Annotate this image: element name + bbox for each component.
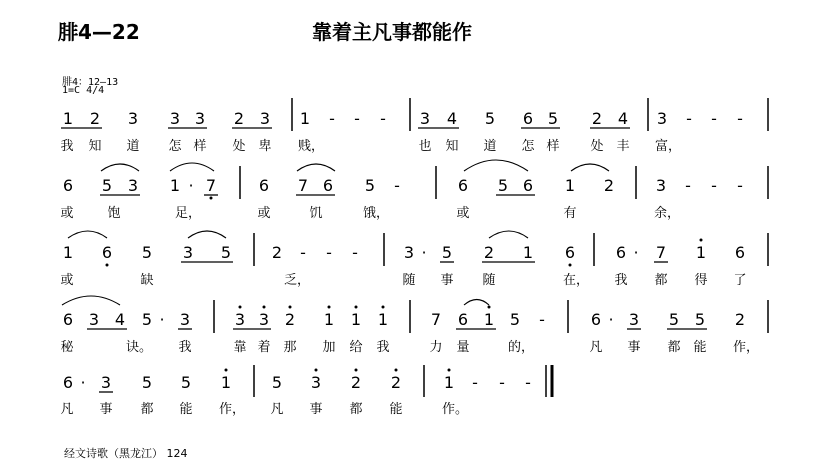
line-5-notes bbox=[63, 373, 531, 392]
lyric: 或 bbox=[60, 273, 74, 288]
note: 3 bbox=[656, 109, 668, 128]
note: 2 bbox=[284, 310, 296, 329]
lyric: 或 bbox=[456, 206, 470, 221]
lyric: 了 bbox=[733, 273, 747, 288]
lyric: 凡 bbox=[270, 402, 284, 417]
note: 6 bbox=[101, 243, 113, 262]
lyric: 随 bbox=[402, 273, 416, 288]
note: 1 bbox=[564, 176, 576, 195]
lyric: 能 bbox=[179, 402, 193, 417]
lyric: 处 bbox=[590, 139, 604, 154]
note: 2 bbox=[233, 109, 245, 128]
line-2-ties bbox=[101, 160, 609, 171]
note: 2 bbox=[271, 243, 283, 262]
note: 5 bbox=[497, 176, 509, 195]
note: 7 bbox=[430, 310, 442, 329]
lyric: 我 bbox=[614, 273, 628, 288]
lyric: 得 bbox=[694, 273, 708, 288]
lyric: 作， bbox=[733, 340, 760, 355]
note: 1 bbox=[377, 310, 389, 329]
note: - bbox=[539, 310, 545, 329]
note: 5 bbox=[547, 109, 559, 128]
note: 4 bbox=[446, 109, 458, 128]
lyric: 道 bbox=[126, 139, 140, 154]
lyric: 在， bbox=[563, 273, 590, 288]
note: 3 bbox=[169, 109, 181, 128]
lyric: 有 bbox=[563, 206, 577, 221]
note: 5 bbox=[141, 310, 153, 329]
note: 6 bbox=[62, 176, 74, 195]
line-3-lyrics bbox=[60, 272, 746, 288]
note: 2 bbox=[390, 373, 402, 392]
lyric: 缺 bbox=[140, 273, 154, 288]
note: 6 bbox=[322, 176, 334, 195]
lyric: 秘 bbox=[60, 340, 74, 355]
note: 3 bbox=[127, 176, 139, 195]
note: 3 bbox=[419, 109, 431, 128]
hymn-code: 腓4—22 bbox=[58, 20, 140, 44]
note: 5 bbox=[271, 373, 283, 392]
note: 2 bbox=[603, 176, 615, 195]
line-1-lyrics bbox=[60, 138, 681, 154]
note: 2 bbox=[591, 109, 603, 128]
note: 1 bbox=[695, 243, 707, 262]
note: - bbox=[737, 109, 743, 128]
line-5-octave-dots bbox=[225, 369, 451, 372]
lyric: 的， bbox=[508, 340, 535, 355]
lyric: 怎 bbox=[168, 139, 182, 154]
note: · bbox=[633, 243, 639, 262]
lyric: 诀。 bbox=[126, 340, 153, 355]
lyric: 卑 bbox=[258, 139, 272, 154]
note: 5 bbox=[220, 243, 232, 262]
lyric: 处 bbox=[232, 139, 246, 154]
lyric: 都 bbox=[654, 273, 668, 288]
note: 4 bbox=[114, 310, 126, 329]
line-5-lyrics bbox=[60, 401, 468, 417]
note: 5 bbox=[180, 373, 192, 392]
note: 3 bbox=[127, 109, 139, 128]
note: 3 bbox=[234, 310, 246, 329]
lyric: 也 bbox=[418, 139, 432, 154]
note: 7 bbox=[655, 243, 667, 262]
note: 6 bbox=[457, 176, 469, 195]
scripture-reference: 腓4：12—13 bbox=[62, 77, 119, 88]
lyric: 或 bbox=[257, 206, 271, 221]
note: 1 bbox=[62, 109, 74, 128]
note: · bbox=[188, 176, 194, 195]
lyric: 怎 bbox=[521, 139, 535, 154]
source-footer: 经文诗歌（黑龙江） 124 bbox=[64, 447, 188, 460]
note: 5 bbox=[101, 176, 113, 195]
note: 6 bbox=[734, 243, 746, 262]
lyric: 我 bbox=[376, 340, 390, 355]
lyric: 我 bbox=[178, 340, 192, 355]
note: 5 bbox=[694, 310, 706, 329]
line-4-ties bbox=[62, 296, 489, 305]
note: 3 bbox=[628, 310, 640, 329]
lyric: 随 bbox=[482, 273, 496, 288]
lyric: 富， bbox=[655, 139, 682, 154]
lyric: 知 bbox=[445, 139, 459, 154]
note: 5 bbox=[141, 243, 153, 262]
lyric: 能 bbox=[389, 402, 403, 417]
note: 2 bbox=[483, 243, 495, 262]
lyric: 事 bbox=[440, 273, 454, 288]
lyric: 作。 bbox=[442, 402, 469, 417]
note: - bbox=[354, 109, 360, 128]
note: 3 bbox=[100, 373, 112, 392]
note: 1 bbox=[299, 109, 311, 128]
note: - bbox=[499, 373, 505, 392]
lyric: 那 bbox=[283, 340, 297, 355]
note: - bbox=[737, 176, 743, 195]
note: - bbox=[711, 176, 717, 195]
note: 6 bbox=[522, 176, 534, 195]
note: - bbox=[352, 243, 358, 262]
lyric: 力 bbox=[429, 340, 443, 355]
note: 5 bbox=[484, 109, 496, 128]
line-3-ties bbox=[68, 231, 528, 238]
note: 1 bbox=[350, 310, 362, 329]
note: 6 bbox=[258, 176, 270, 195]
lyric: 作， bbox=[219, 402, 246, 417]
note: - bbox=[394, 176, 400, 195]
note: 3 bbox=[259, 109, 271, 128]
lyric: 给 bbox=[349, 340, 363, 355]
note: - bbox=[326, 243, 332, 262]
line-2-lyrics bbox=[60, 205, 680, 221]
lyric: 足， bbox=[175, 206, 202, 221]
note: 2 bbox=[89, 109, 101, 128]
note: · bbox=[421, 243, 427, 262]
line-4-notes bbox=[63, 310, 745, 329]
lyric: 量 bbox=[456, 340, 470, 355]
note: 5 bbox=[141, 373, 153, 392]
note: 1 bbox=[443, 373, 455, 392]
lyric: 样 bbox=[546, 139, 560, 154]
note: 4 bbox=[617, 109, 629, 128]
lyric: 加 bbox=[322, 340, 336, 355]
lyric: 都 bbox=[349, 402, 363, 417]
note: 3 bbox=[182, 243, 194, 262]
note: 6 bbox=[615, 243, 627, 262]
lyric: 事 bbox=[627, 340, 641, 355]
note: 6 bbox=[564, 243, 576, 262]
note: 3 bbox=[655, 176, 667, 195]
note: 2 bbox=[350, 373, 362, 392]
lyric: 乏， bbox=[284, 273, 311, 288]
lyric: 饿， bbox=[363, 206, 390, 221]
line-4-octave-dots bbox=[239, 306, 491, 309]
lyric: 饱 bbox=[107, 206, 121, 221]
note: 1 bbox=[522, 243, 534, 262]
note: 3 bbox=[88, 310, 100, 329]
note: 3 bbox=[310, 373, 322, 392]
note: 5 bbox=[364, 176, 376, 195]
note: 6 bbox=[522, 109, 534, 128]
lyric: 都 bbox=[667, 340, 681, 355]
key-signature: 1=C 4/4 bbox=[62, 85, 105, 96]
note: · bbox=[159, 310, 165, 329]
lyric: 都 bbox=[140, 402, 154, 417]
note: 3 bbox=[403, 243, 415, 262]
note: - bbox=[711, 109, 717, 128]
line-1-notes bbox=[63, 109, 743, 128]
note: · bbox=[608, 310, 614, 329]
note: 7 bbox=[205, 176, 217, 195]
note: 1 bbox=[323, 310, 335, 329]
line-3-notes bbox=[63, 243, 745, 262]
note: 5 bbox=[509, 310, 521, 329]
note: 6 bbox=[62, 373, 74, 392]
lyric: 道 bbox=[483, 139, 497, 154]
note: - bbox=[472, 373, 478, 392]
note: 3 bbox=[194, 109, 206, 128]
note: 1 bbox=[220, 373, 232, 392]
note: 6 bbox=[590, 310, 602, 329]
lyric: 着 bbox=[257, 340, 271, 355]
lyric: 贱， bbox=[298, 139, 325, 154]
lyric: 丰 bbox=[616, 139, 630, 154]
lyric: 余， bbox=[654, 206, 681, 221]
note: 5 bbox=[441, 243, 453, 262]
note: 6 bbox=[457, 310, 469, 329]
note: - bbox=[380, 109, 386, 128]
note: - bbox=[300, 243, 306, 262]
note: 6 bbox=[62, 310, 74, 329]
line-5-barlines bbox=[254, 365, 552, 397]
lyric: 事 bbox=[309, 402, 323, 417]
lyric: 靠 bbox=[233, 340, 247, 355]
line-4-lyrics bbox=[60, 339, 759, 355]
note: 3 bbox=[258, 310, 270, 329]
lyric: 事 bbox=[99, 402, 113, 417]
note: 3 bbox=[179, 310, 191, 329]
note: - bbox=[685, 176, 691, 195]
note: 7 bbox=[297, 176, 309, 195]
lyric: 我 bbox=[60, 139, 74, 154]
lyric: 或 bbox=[60, 206, 74, 221]
lyric: 饥 bbox=[309, 206, 323, 221]
lyric: 样 bbox=[193, 139, 207, 154]
note: - bbox=[686, 109, 692, 128]
lyric: 凡 bbox=[60, 402, 74, 417]
note: 1 bbox=[483, 310, 495, 329]
note: 1 bbox=[169, 176, 181, 195]
lyric: 能 bbox=[693, 340, 707, 355]
note: 2 bbox=[734, 310, 746, 329]
line-2-octave-dots bbox=[210, 197, 213, 200]
note: 5 bbox=[668, 310, 680, 329]
note: 1 bbox=[62, 243, 74, 262]
page-title: 靠着主凡事都能作 bbox=[312, 20, 472, 44]
lyric: 知 bbox=[88, 139, 102, 154]
line-2-notes bbox=[63, 176, 743, 195]
note: · bbox=[80, 373, 86, 392]
note: - bbox=[525, 373, 531, 392]
note: - bbox=[329, 109, 335, 128]
lyric: 凡 bbox=[589, 340, 603, 355]
